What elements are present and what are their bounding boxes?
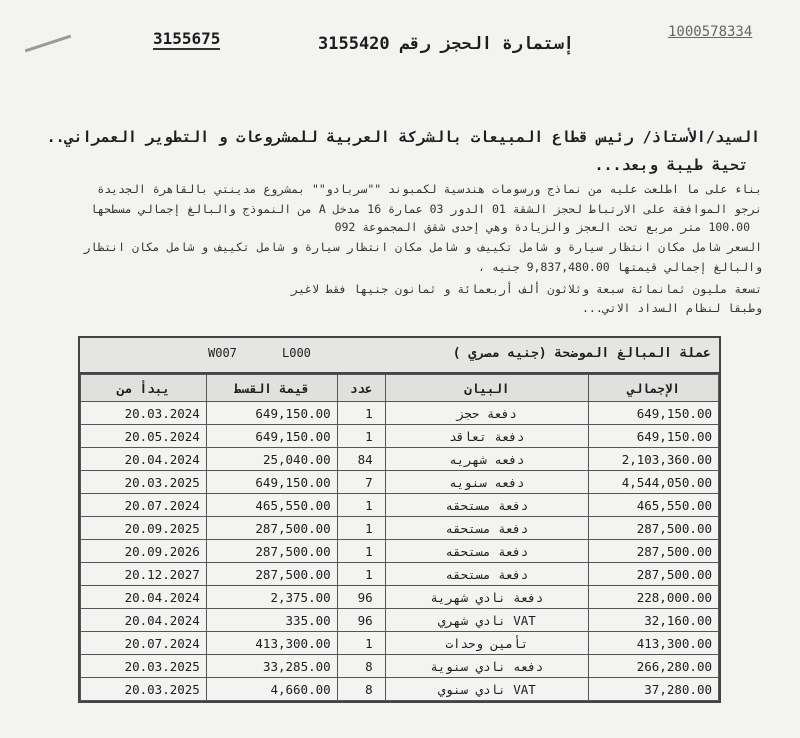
- table-row: [81, 425, 719, 448]
- cell-total: 287,500.00: [589, 563, 719, 586]
- addressee-line: السيد/الأستاذ/ رئيس قطاع المبيعات بالشركة العربية للمشروعات و التطوير العمراني..: [46, 128, 760, 146]
- code-l: L000: [282, 346, 311, 360]
- cell-installment: 465,550.00: [206, 494, 337, 517]
- cell-count: 1: [337, 402, 385, 425]
- table-row: [81, 609, 719, 632]
- table-row: [81, 540, 719, 563]
- column-header-row: [81, 375, 719, 402]
- cell-description: دفعة نادي شهرية: [385, 586, 588, 609]
- body-line-3: 100.00 متر مربع تحت العجز والزيادة وهي إحدى شقق المجموعة 092: [334, 220, 750, 234]
- cell-description: دفعة مستحقه: [385, 517, 588, 540]
- table-row: [81, 563, 719, 586]
- cell-count: 1: [337, 494, 385, 517]
- cell-count: 1: [337, 425, 385, 448]
- schedule-rows: [81, 402, 719, 701]
- body-line-6: تسعة مليون ثمانمائة سبعة وثلاثون ألف أربعمائة و ثمانون جنيها فقط لاغير: [291, 282, 762, 296]
- cell-description: تأمين وحدات: [385, 632, 588, 655]
- cell-count: 96: [337, 609, 385, 632]
- cell-description: دفعة مستحقه: [385, 540, 588, 563]
- table-row: [81, 517, 719, 540]
- cell-installment: 649,150.00: [206, 471, 337, 494]
- cell-total: 228,000.00: [589, 586, 719, 609]
- cell-description: دفعه نادي سنوية: [385, 655, 588, 678]
- table-row: [81, 494, 719, 517]
- cell-start-date: 20.05.2024: [81, 425, 207, 448]
- table-row: [81, 678, 719, 701]
- cell-count: 96: [337, 586, 385, 609]
- cell-description: دفعة مستحقه: [385, 494, 588, 517]
- col-total: الإجمالي: [589, 375, 719, 402]
- table-row: [81, 655, 719, 678]
- cell-start-date: 20.09.2025: [81, 517, 207, 540]
- cell-count: 84: [337, 448, 385, 471]
- cell-installment: 2,375.00: [206, 586, 337, 609]
- body-line-5: والبالغ إجمالي قيمتها 9,837,480.00 جنيه ،: [478, 260, 762, 274]
- cell-count: 1: [337, 517, 385, 540]
- cell-count: 1: [337, 563, 385, 586]
- cell-start-date: 20.04.2024: [81, 609, 207, 632]
- col-count: عدد: [337, 375, 385, 402]
- cell-total: 32,160.00: [589, 609, 719, 632]
- currency-label: عملة المبالغ الموضحة (جنيه مصري ): [452, 346, 711, 361]
- table-row: [81, 402, 719, 425]
- col-start-date: يبدأ من: [81, 375, 207, 402]
- cell-total: 37,280.00: [589, 678, 719, 701]
- cell-installment: 649,150.00: [206, 425, 337, 448]
- table-row: [81, 448, 719, 471]
- cell-installment: 4,660.00: [206, 678, 337, 701]
- cell-installment: 287,500.00: [206, 517, 337, 540]
- cell-total: 287,500.00: [589, 540, 719, 563]
- cell-start-date: 20.12.2027: [81, 563, 207, 586]
- cell-installment: 649,150.00: [206, 402, 337, 425]
- cell-description: دفعة مستحقه: [385, 563, 588, 586]
- cell-total: 4,544,050.00: [589, 471, 719, 494]
- cell-start-date: 20.09.2026: [81, 540, 207, 563]
- cell-count: 7: [337, 471, 385, 494]
- cell-count: 1: [337, 632, 385, 655]
- cell-count: 8: [337, 655, 385, 678]
- cell-start-date: 20.07.2024: [81, 494, 207, 517]
- cell-start-date: 20.03.2024: [81, 402, 207, 425]
- cell-start-date: 20.04.2024: [81, 586, 207, 609]
- cell-total: 287,500.00: [589, 517, 719, 540]
- cell-installment: 335.00: [206, 609, 337, 632]
- col-installment: قيمة القسط: [206, 375, 337, 402]
- table-row: [81, 632, 719, 655]
- table-row: [81, 586, 719, 609]
- cell-description: VAT نادي سنوي: [385, 678, 588, 701]
- cell-installment: 287,500.00: [206, 540, 337, 563]
- table-currency-header: [80, 338, 719, 374]
- side-number: 3155675: [153, 29, 221, 48]
- cell-start-date: 20.07.2024: [81, 632, 207, 655]
- cell-start-date: 20.03.2025: [81, 655, 207, 678]
- cell-description: دفعة حجز: [385, 402, 588, 425]
- col-description: البيان: [385, 375, 588, 402]
- cell-description: VAT نادي شهري: [385, 609, 588, 632]
- cell-start-date: 20.03.2025: [81, 471, 207, 494]
- cell-total: 413,300.00: [589, 632, 719, 655]
- code-w: W007: [208, 346, 237, 360]
- cell-installment: 413,300.00: [206, 632, 337, 655]
- cell-total: 465,550.00: [589, 494, 719, 517]
- cell-count: 1: [337, 540, 385, 563]
- reference-number: 1000578334: [668, 24, 753, 40]
- greeting-line: تحية طيبة وبعد...: [594, 156, 748, 174]
- payment-schedule-table: [78, 336, 721, 703]
- schedule-grid: [80, 374, 719, 701]
- form-title: إستمارة الحجز رقم 3155420: [318, 34, 574, 54]
- cell-total: 649,150.00: [589, 425, 719, 448]
- cell-description: دفعه شهريه: [385, 448, 588, 471]
- cell-total: 2,103,360.00: [589, 448, 719, 471]
- cell-count: 8: [337, 678, 385, 701]
- cell-installment: 25,040.00: [206, 448, 337, 471]
- table-row: [81, 471, 719, 494]
- cell-start-date: 20.04.2024: [81, 448, 207, 471]
- body-line-2: نرجو الموافقة على الارتباط لحجز الشقة 01 الدور 03 عمارة 16 مدخل A من النموذج والبالغ إجمالي مسطحها: [90, 202, 762, 216]
- pen-mark: [25, 35, 72, 53]
- body-line-4: السعر شامل مكان انتظار سيارة و شامل تكييف و شامل مكان انتظار سيارة و شامل تكييف و شامل مكان انتظار: [83, 240, 762, 254]
- body-line-1: بناء على ما اطلعت عليه من نماذج ورسومات هندسية لكمبوند ""سربادو"" بمشروع مدينتي بالقاهرة الجديدة: [97, 182, 762, 196]
- body-line-7: وطبقا لنظام السداد الاتي...: [581, 301, 762, 315]
- cell-description: دفعة تعاقد: [385, 425, 588, 448]
- cell-start-date: 20.03.2025: [81, 678, 207, 701]
- cell-installment: 33,285.00: [206, 655, 337, 678]
- cell-installment: 287,500.00: [206, 563, 337, 586]
- cell-total: 266,280.00: [589, 655, 719, 678]
- cell-description: دفعه سنويه: [385, 471, 588, 494]
- cell-total: 649,150.00: [589, 402, 719, 425]
